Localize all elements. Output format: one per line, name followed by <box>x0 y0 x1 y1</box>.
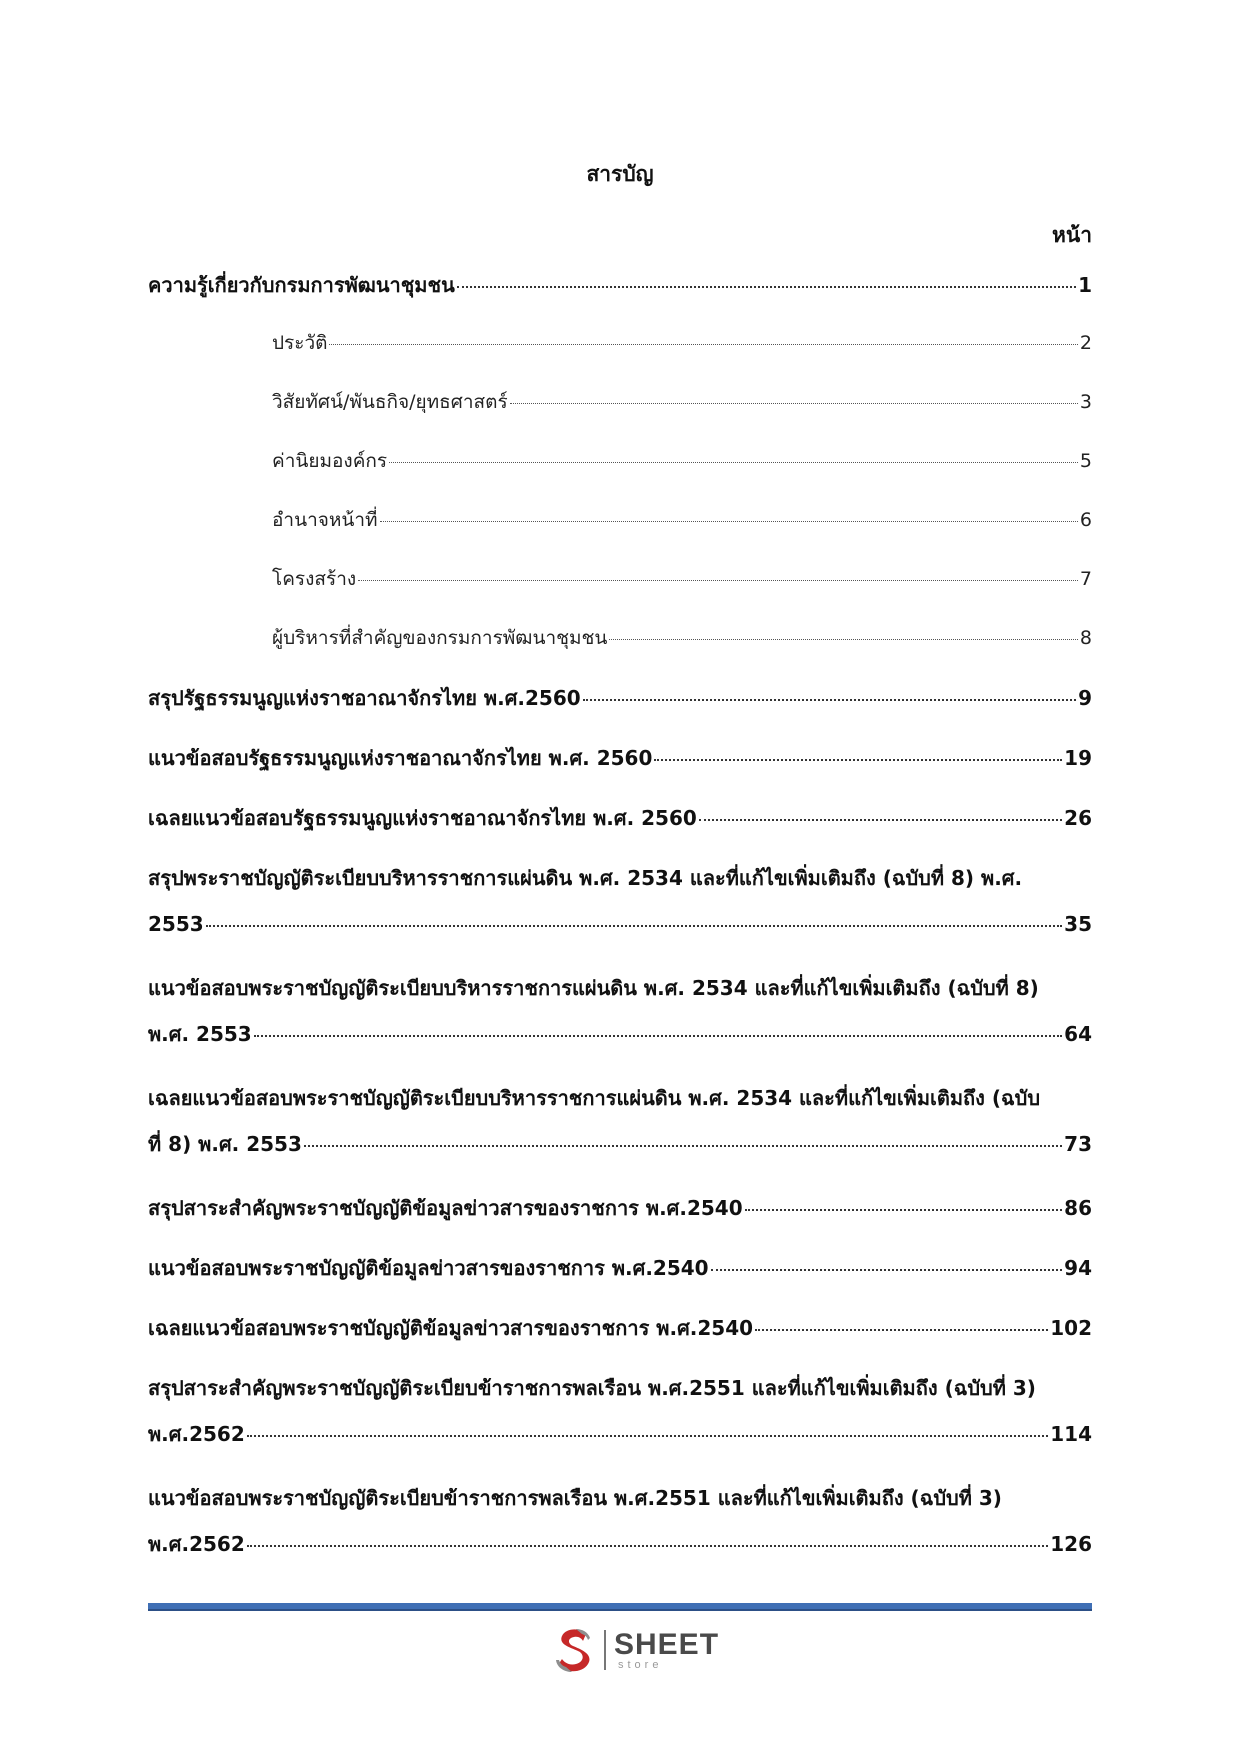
toc-entry[interactable] <box>148 1193 1092 1223</box>
toc-entry[interactable] <box>148 1253 1092 1283</box>
toc-entry-title-cont: ที่ 8) พ.ศ. 2553 <box>148 1132 302 1156</box>
toc-entry[interactable] <box>148 863 1092 939</box>
toc-entry-title: แนวข้อสอบพระราชบัญญัติระเบียบข้าราชการพลเรือน พ.ศ.2551 และที่แก้ไขเพิ่มเติมถึง (ฉบับที่ 3) <box>148 1486 1002 1510</box>
toc-page-number: 64 <box>1064 1022 1092 1046</box>
toc-entry[interactable] <box>148 1373 1092 1449</box>
logo-word: SHEET <box>614 1627 720 1661</box>
toc-entry-title-cont: พ.ศ.2562 <box>148 1532 245 1556</box>
toc-page-number: 6 <box>1079 509 1092 531</box>
toc-entry[interactable] <box>148 803 1092 833</box>
toc-entry-title-cont: 2553 <box>148 912 204 936</box>
toc-entry[interactable] <box>148 1483 1092 1559</box>
toc-page-number: 3 <box>1079 391 1092 413</box>
toc-entry[interactable] <box>148 270 1092 300</box>
toc-entry-title: สรุปรัฐธรรมนูญแห่งราชอาณาจักรไทย พ.ศ.2560 <box>148 686 581 710</box>
dot-leader <box>745 1209 1063 1211</box>
toc-entry-title-cont: พ.ศ. 2553 <box>148 1022 252 1046</box>
dot-leader <box>510 403 1078 404</box>
toc-page-number: 7 <box>1079 568 1092 590</box>
toc-page-number: 35 <box>1064 912 1092 936</box>
toc-entry-title: แนวข้อสอบรัฐธรรมนูญแห่งราชอาณาจักรไทย พ.ศ. 2560 <box>148 746 653 770</box>
toc-page-number: 102 <box>1050 1316 1092 1340</box>
dot-leader <box>609 639 1077 640</box>
toc-entry-title: วิสัยทัศน์/พันธกิจ/ยุทธศาสตร์ <box>272 391 508 413</box>
toc-entry-title: ค่านิยมองค์กร <box>272 450 388 472</box>
toc-entry[interactable] <box>148 683 1092 713</box>
toc-page-number: 94 <box>1064 1256 1092 1280</box>
toc-page-number: 126 <box>1050 1532 1092 1556</box>
logo-separator <box>604 1630 606 1670</box>
dot-leader <box>654 759 1062 761</box>
dot-leader <box>247 1435 1049 1437</box>
dot-leader <box>457 286 1076 288</box>
toc-page-number: 19 <box>1064 746 1092 770</box>
toc-page-number: 1 <box>1078 273 1092 297</box>
toc-entry-title: สรุปสาระสำคัญพระราชบัญญัติข้อมูลข่าวสารของราชการ พ.ศ.2540 <box>148 1196 743 1220</box>
dot-leader <box>206 925 1062 927</box>
dot-leader <box>699 819 1062 821</box>
dot-leader <box>254 1035 1062 1037</box>
toc-entry[interactable] <box>272 387 1092 417</box>
toc-page-number: 73 <box>1064 1132 1092 1156</box>
toc-entry[interactable] <box>272 446 1092 476</box>
dot-leader <box>358 580 1078 581</box>
toc-entry-title: เฉลยแนวข้อสอบพระราชบัญญัติข้อมูลข่าวสารของราชการ พ.ศ.2540 <box>148 1316 754 1340</box>
toc-entry-title: อำนาจหน้าที่ <box>272 509 378 531</box>
toc-entry-title: โครงสร้าง <box>272 568 357 590</box>
toc-entry-title: ความรู้เกี่ยวกับกรมการพัฒนาชุมชน <box>148 273 455 297</box>
toc-entry[interactable] <box>272 505 1092 535</box>
toc-entry[interactable] <box>272 623 1092 653</box>
toc-entry-title: แนวข้อสอบพระราชบัญญัติข้อมูลข่าวสารของราชการ พ.ศ.2540 <box>148 1256 709 1280</box>
toc-entry[interactable] <box>272 564 1092 594</box>
dot-leader <box>380 521 1078 522</box>
toc-page-number: 26 <box>1064 806 1092 830</box>
toc-page-number: 5 <box>1079 450 1092 472</box>
logo-s-icon <box>552 1624 596 1676</box>
toc-page-number: 2 <box>1079 332 1092 354</box>
toc-entry-title: สรุปสาระสำคัญพระราชบัญญัติระเบียบข้าราชการพลเรือน พ.ศ.2551 และที่แก้ไขเพิ่มเติมถึง (ฉบับที่ 3) <box>148 1376 1036 1400</box>
page-column-header: หน้า <box>1052 223 1092 247</box>
toc-entry-title: แนวข้อสอบพระราชบัญญัติระเบียบบริหารราชการแผ่นดิน พ.ศ. 2534 และที่แก้ไขเพิ่มเติมถึง (ฉบับที่ 8) <box>148 976 1039 1000</box>
toc-entry-title: ผู้บริหารที่สำคัญของกรมการพัฒนาชุมชน <box>272 627 608 649</box>
footer-rule <box>148 1603 1092 1611</box>
toc-entry[interactable] <box>148 743 1092 773</box>
dot-leader <box>304 1145 1062 1147</box>
toc-entry-title: สรุปพระราชบัญญัติระเบียบบริหารราชการแผ่นดิน พ.ศ. 2534 และที่แก้ไขเพิ่มเติมถึง (ฉบับที่ 8) พ.ศ. <box>148 866 1023 890</box>
logo-subword: store <box>618 1658 663 1671</box>
table-of-contents <box>148 270 1092 1559</box>
dot-leader <box>389 462 1078 463</box>
toc-entry-title-cont: พ.ศ.2562 <box>148 1422 245 1446</box>
dot-leader <box>755 1329 1048 1331</box>
toc-page-number: 8 <box>1079 627 1092 649</box>
page-title: สารบัญ <box>586 162 654 186</box>
dot-leader <box>711 1269 1063 1271</box>
toc-entry[interactable] <box>148 1313 1092 1343</box>
toc-page-number: 9 <box>1078 686 1092 710</box>
dot-leader <box>583 699 1076 701</box>
toc-entry[interactable] <box>148 973 1092 1049</box>
toc-entry[interactable] <box>272 328 1092 358</box>
toc-page-number: 114 <box>1050 1422 1092 1446</box>
toc-entry-title: ประวัติ <box>272 332 328 354</box>
sheet-store-logo <box>552 1622 719 1678</box>
toc-entry-title: เฉลยแนวข้อสอบรัฐธรรมนูญแห่งราชอาณาจักรไทย พ.ศ. 2560 <box>148 806 697 830</box>
toc-entry-title: เฉลยแนวข้อสอบพระราชบัญญัติระเบียบบริหารราชการแผ่นดิน พ.ศ. 2534 และที่แก้ไขเพิ่มเติมถึง (ฉบับ <box>148 1086 1041 1110</box>
dot-leader <box>247 1545 1049 1547</box>
dot-leader <box>329 344 1077 345</box>
toc-entry[interactable] <box>148 1083 1092 1159</box>
toc-page-number: 86 <box>1064 1196 1092 1220</box>
